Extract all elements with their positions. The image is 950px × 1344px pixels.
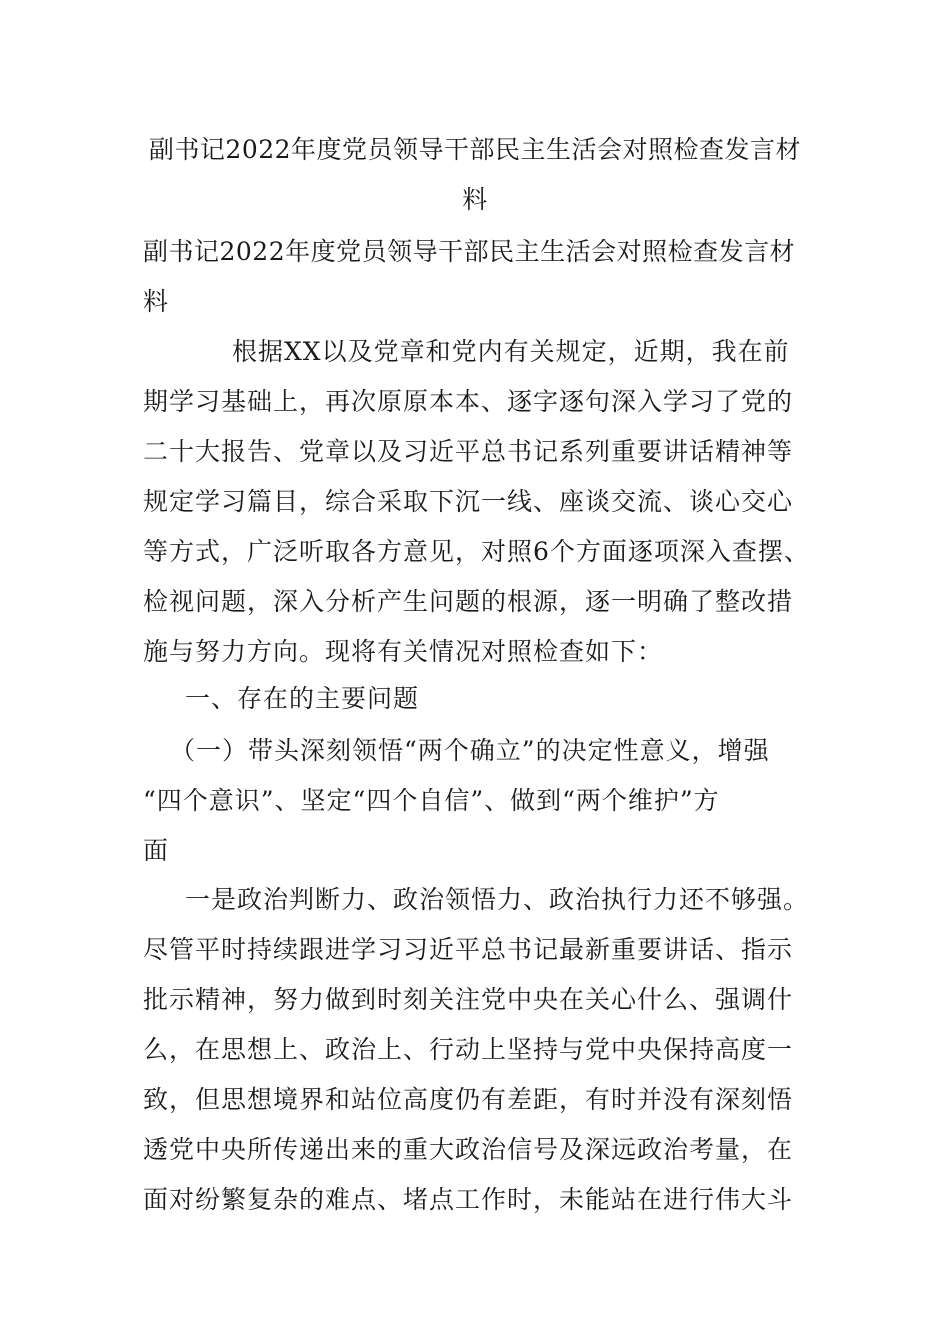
body-paragraph-line: 尽管平时持续跟进学习习近平总书记最新重要讲话、指示 <box>143 935 794 964</box>
intro-paragraph-line: 等方式，广泛听取各方意见，对照6个方面逐项深入查摆、 <box>143 537 810 566</box>
intro-paragraph-line: 施与努力方向。现将有关情况对照检查如下： <box>143 637 664 666</box>
section-heading: 一、存在的主要问题 <box>185 684 420 713</box>
subsection-heading-line: 面 <box>143 836 170 865</box>
body-paragraph-line: 致，但思想境界和站位高度仍有差距，有时并没有深刻悟 <box>143 1085 794 1114</box>
intro-paragraph-line: 期学习基础上，再次原原本本、逐字逐句深入学习了党的 <box>143 387 794 416</box>
body-paragraph-line: 么，在思想上、政治上、行动上坚持与党中央保持高度一 <box>143 1035 794 1064</box>
subsection-heading-line: （一）带头深刻领悟“两个确立”的决定性意义，增强 <box>170 736 770 765</box>
body-paragraph-line: 批示精神，努力做到时刻关注党中央在关心什么、强调什 <box>143 985 794 1014</box>
subsection-heading-line: “四个意识”、坚定“四个自信”、做到“两个维护”方 <box>143 786 720 815</box>
intro-paragraph-line: 二十大报告、党章以及习近平总书记系列重要讲话精神等 <box>143 437 794 466</box>
intro-paragraph-line: 检视问题，深入分析产生问题的根源，逐一明确了整改措 <box>143 587 794 616</box>
body-paragraph-line: 透党中央所传递出来的重大政治信号及深远政治考量，在 <box>143 1135 794 1164</box>
body-paragraph-line: 一是政治判断力、政治领悟力、政治执行力还不够强。 <box>185 885 810 914</box>
document-title-line-2: 料 <box>462 185 488 214</box>
intro-paragraph-line: 规定学习篇目，综合采取下沉一线、座谈交流、谈心交心 <box>143 487 794 516</box>
intro-paragraph-line: 根据XX以及党章和党内有关规定，近期，我在前 <box>232 337 790 366</box>
document-title-line-1: 副书记2022年度党员领导干部民主生活会对照检查发言材 <box>148 135 802 164</box>
subtitle-line-1: 副书记2022年度党员领导干部民主生活会对照检查发言材 <box>143 237 796 266</box>
body-paragraph-line: 面对纷繁复杂的难点、堵点工作时，未能站在进行伟大斗 <box>143 1185 794 1214</box>
subtitle-line-2: 料 <box>143 287 169 316</box>
